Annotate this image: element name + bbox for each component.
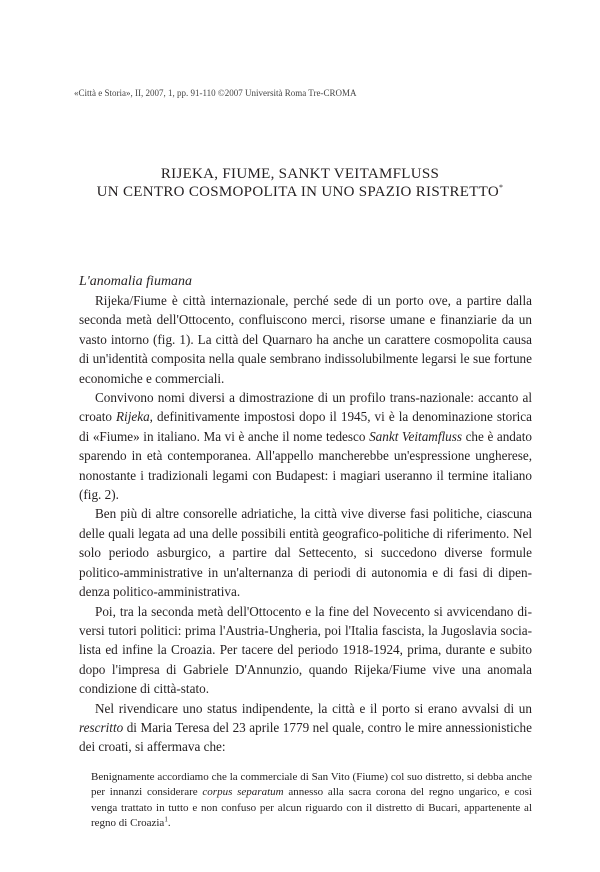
title-line-1: RIJEKA, FIUME, SANKT VEITAMFLUSS [160,166,440,182]
paragraph-5 [79,699,532,757]
paragraph-3: Ben più di altre consorelle adriatiche, la città vive diverse fasi politiche, ciascuna delle quali legata ad una delle possibili entità geografico-politiche di riferimento. Nel solo periodo asburgico, a partire dal Settecento, si succedono diverse formule politico-amministrative in un'alternanza di periodi di autonomia e di fasi di dipendenza politico-amministrativa. [79,506,532,600]
paragraph-5-text-b: di Maria Teresa del 23 aprile 1779 nel quale, contro le mire annessionistiche dei croati, si affermava che: [79,719,532,755]
quote-text-c: . [167,817,171,830]
title-footnote-mark: * [499,183,504,192]
running-head: «Città e Storia», II, 2007, 1, pp. 91-110 ©2007 Università Roma Tre-CROMA [74,88,357,98]
paragraph-2-text-a: Convivono nomi diversi a dimostrazione di un profilo trans-nazionale: accanto al croato [79,390,532,425]
paragraph-2-text-b: , definitivamente impostosi dopo il 1945, vi è la denominazione storica di «Fiume» in italiano. Ma vi è anche il nome tedesco [79,409,532,444]
paragraph-4: Poi, tra la seconda metà dell'Ottocento e la fine del Novecento si avvicendano diversi tutori politici: prima l'Austria-Ungheria, poi l'Italia fascista, la Jugoslavia socialista ed infine la Croazia. Per tacere del periodo 1918-1924, prima, durante e subito dopo l'impresa di Gabriele D'Annunzio, quando Rijeka/Fiume vive una anomala condizione di città-stato. [79,603,532,697]
quote-text-a: Benignamente accordiamo che la commerciale di San Vito (Fiume) col suo distretto, si debba anche per innanzi considerare [91,770,532,799]
paragraph-5-italic-rescritto: rescritto [79,719,124,735]
paragraph-2 [79,388,532,504]
block-quote [91,770,532,832]
article-body [79,272,532,832]
title-line-2-text: UN CENTRO COSMOPOLITA IN UNO SPAZIO RISTRETTO [96,184,499,200]
paragraph-5-text-a: Nel rivendicare uno status indipendente, la città e il porto si erano avvalsi di un [95,700,532,716]
paragraph-2-italic-rijeka: Rijeka [115,409,150,425]
article-title [60,165,540,201]
paragraph-1: Rijeka/Fiume è città internazionale, perché sede di un porto ove, a partire dalla seconda metà dell'Ottocento, confluiscono merci, risorse umane e finanziarie da un vasto intorno (fig. 1). La città del Quarnaro ha anche un carattere cosmopolita causa di un'identità composita nella quale sembrano indissolubilmente legarsi le sue fortune economiche e commerciali. [79,293,532,386]
quote-footnote-mark: 1 [164,815,168,824]
section-heading: L'anomalia fiumana [79,274,193,289]
quote-italic-corpus-separatum: corpus separatum [202,786,284,799]
paragraph-2-text-c: che è andato sparendo in età contemporanea. All'appello mancherebbe un'espressione ungherese, nonostante i tradizionali legami con Budapest: i magiari useranno il termine italiano (fig. 2). [79,428,533,503]
quote-text-b: annesso alla sacra corona del regno ungarico, e così venga trattato in tutto e non confuso per alcun riguardo con il distretto di Bucari, appartenente al regno di Croazia [91,786,532,830]
title-line-2 [60,183,540,201]
paragraph-2-italic-sankt-veitamfluss: Sankt Veitamfluss [369,428,463,444]
